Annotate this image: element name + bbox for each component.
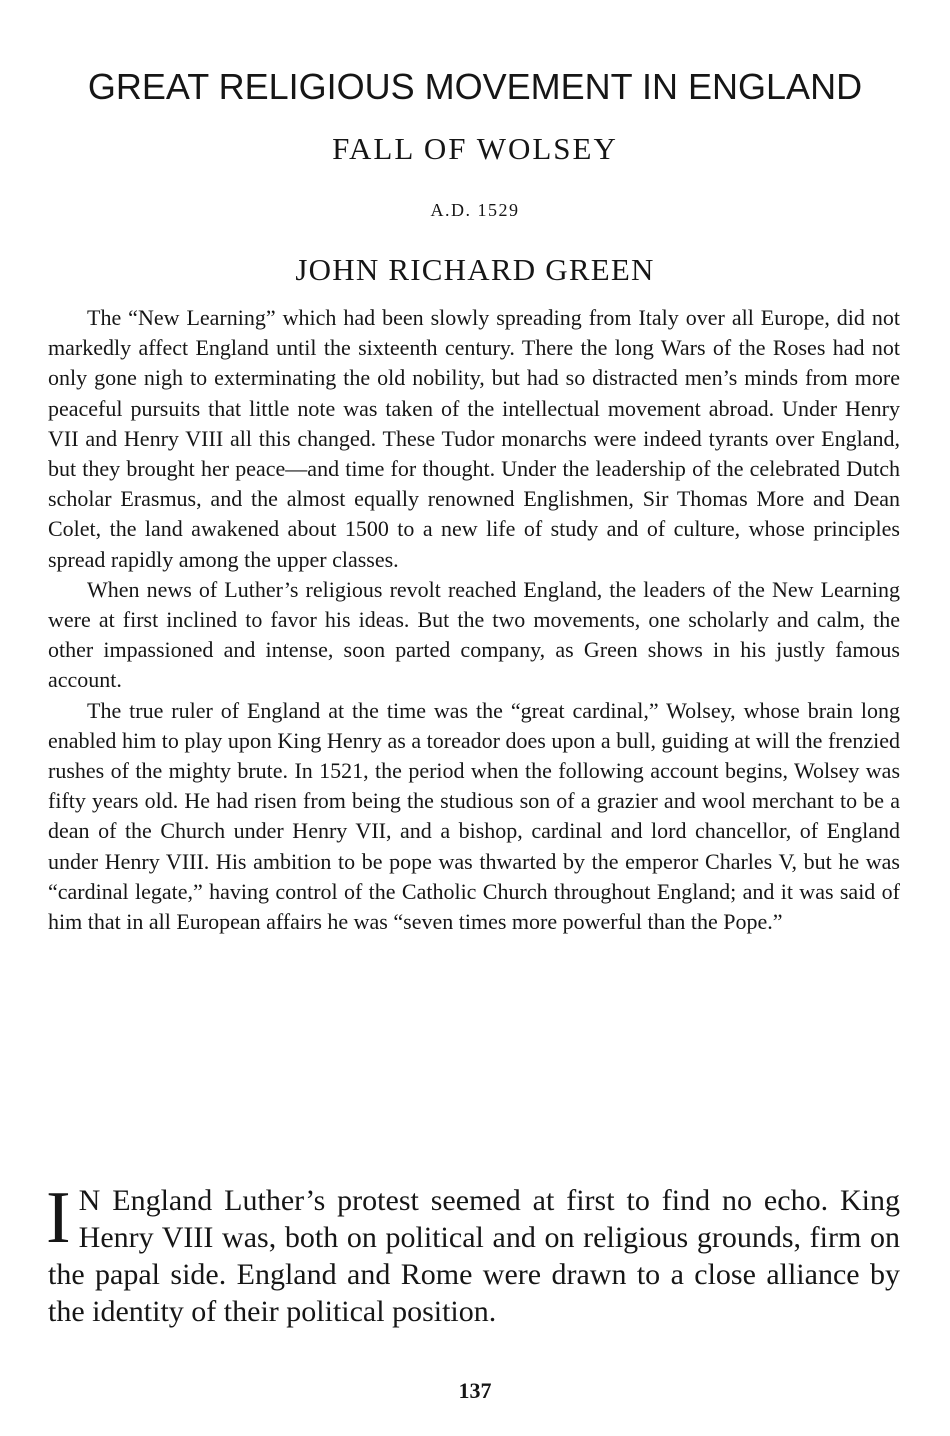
chapter-subtitle: FALL OF WOLSEY (332, 131, 618, 166)
author-name: JOHN RICHARD GREEN (295, 252, 655, 287)
date-line: A.D. 1529 (430, 200, 520, 220)
intro-paragraph: The “New Learning” which had been slowly spreading from Italy over all Europe, did not markedly affect England until the sixteenth century. There the long Wars of the Roses had not only gone nigh to exterminating the old nobility, but had so distracted men’s minds from more peaceful pursuits that little note was taken of the intellectual movement abroad. Under Henry VII and Henry VIII all this changed. These Tudor monarchs were indeed tyrants over England, but they brought her peace—and time for thought. Under the leadership of the celebrated Dutch scholar Erasmus, and the almost equally renowned Englishmen, Sir Thomas More and Dean Colet, the land awakened about 1500 to a new life of study and of culture, whose principles spread rapidly among the upper classes. (48, 305, 900, 572)
introduction (48, 303, 900, 937)
page-number: 137 (458, 1378, 492, 1403)
main-text-body: N England Luther’s protest seemed at first to find no echo. King Henry VIII was, both on political and on religious grounds, firm on the papal side. England and Rome were drawn to a close alliance by the identity of their political position. (48, 1184, 900, 1328)
intro-paragraph: The true ruler of England at the time was the “great cardinal,” Wolsey, whose brain long enabled him to play upon King Henry as a toreador does upon a bull, guiding at will the frenzied rushes of the mighty brute. In 1521, the period when the following account begins, Wolsey was fifty years old. He had risen from being the studious son of a grazier and wool merchant to be a dean of the Church under Henry VII, and a bishop, cardinal and lord chancellor, of England under Henry VIII. His ambition to be pope was thwarted by the emperor Charles V, but he was “cardinal legate,” having control of the Catholic Church throughout England; and it was said of him that in all European affairs he was “seven times more powerful than the Pope.” (48, 697, 900, 935)
main-text (46, 1177, 900, 1330)
drop-cap: I (46, 1177, 71, 1259)
main-title: GREAT RELIGIOUS MOVEMENT IN ENGLAND (87, 66, 863, 107)
intro-paragraph: When news of Luther’s religious revolt reached England, the leaders of the New Learning were at first inclined to favor his ideas. But the two movements, one scholarly and calm, the other impassioned and intense, soon parted company, as Green shows in his justly famous account. (48, 576, 900, 693)
